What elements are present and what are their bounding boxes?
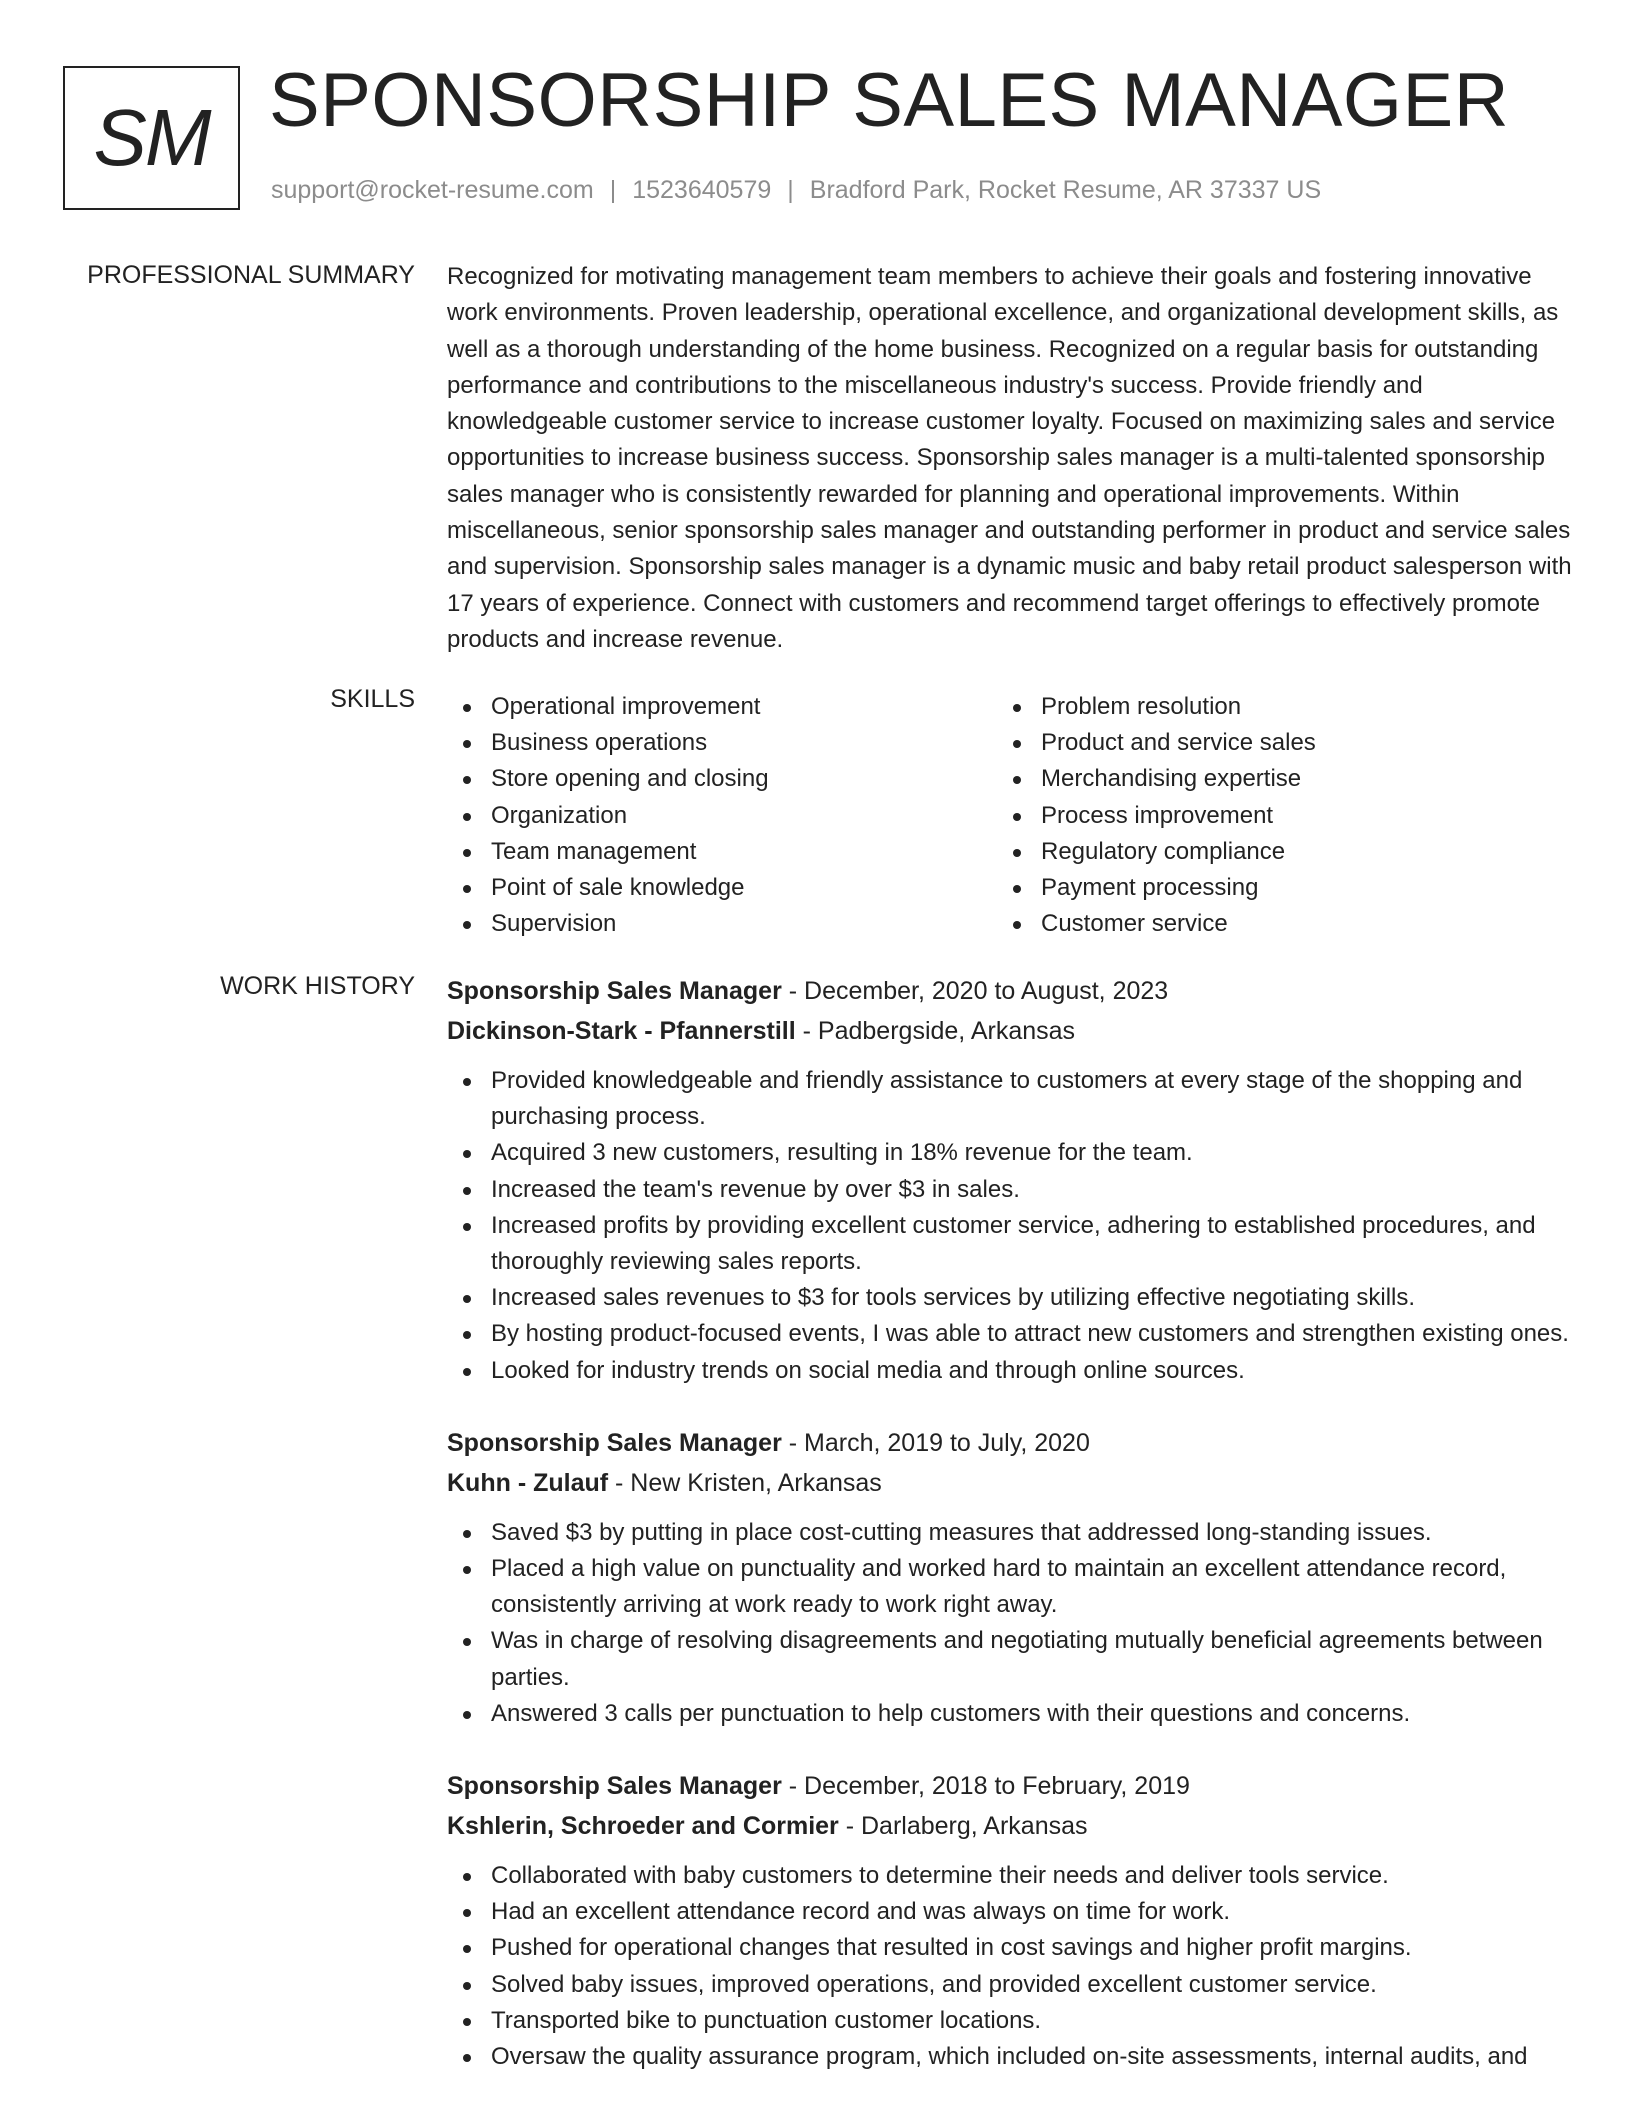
skill-item: Regulatory compliance xyxy=(997,834,1316,870)
job-location: - Darlaberg, Arkansas xyxy=(838,1812,1088,1841)
job-title-line xyxy=(447,971,1572,1011)
skill-item: Problem resolution xyxy=(997,689,1316,725)
skill-item: Organization xyxy=(447,798,997,834)
job-bullets xyxy=(447,1515,1572,1732)
job-bullets xyxy=(447,1063,1572,1389)
job-company: Dickinson-Stark - Pfannerstill xyxy=(447,1017,796,1045)
job-dates: - December, 2020 to August, 2023 xyxy=(781,977,1169,1005)
contact-phone[interactable]: 1523640579 xyxy=(632,176,772,204)
job-bullet: Collaborated with baby customers to determine their needs and deliver tools service. xyxy=(447,1858,1572,1894)
job-company: Kshlerin, Schroeder and Cormier xyxy=(447,1812,839,1841)
skill-item: Point of sale knowledge xyxy=(447,870,997,906)
job-entry xyxy=(447,1423,1572,1732)
skill-item: Team management xyxy=(447,834,997,870)
job-bullet: Transported bike to punctuation customer locations. xyxy=(447,2003,1572,2039)
job-bullet: Had an excellent attendance record and was always on time for work. xyxy=(447,1894,1572,1930)
job-bullet: Was in charge of resolving disagreements and negotiating mutually beneficial agreements between parties. xyxy=(447,1623,1572,1695)
skills-column-2 xyxy=(997,689,1316,942)
job-bullet: Answered 3 calls per punctuation to help customers with their questions and concerns. xyxy=(447,1696,1572,1732)
skills-list xyxy=(447,689,1572,942)
job-bullet: Solved baby issues, improved operations, and provided excellent customer service. xyxy=(447,1967,1572,2003)
job-location: - Padbergside, Arkansas xyxy=(795,1017,1076,1045)
contact-separator: | xyxy=(787,176,794,204)
job-bullet: Placed a high value on punctuality and worked hard to maintain an excellent attendance record, consistently arriving at work ready to work right away. xyxy=(447,1551,1572,1623)
summary-text: Recognized for motivating management team members to achieve their goals and fostering innovative work environments. Proven leadership, operational excellence, and organizational development skills, as well as a thorough understanding of the home business. Recognized on a regular basis for outstanding performance and contributions to the miscellaneous industry's success. Provide friendly and knowledgeable customer service to increase customer loyalty. Focused on maximizing sales and service opportunities to increase business success. Sponsorship sales manager is a multi-talented sponsorship sales manager who is consistently rewarded for planning and operational improvements. Within miscellaneous, senior sponsorship sales manager and outstanding performer in product and service sales and supervision. Sponsorship sales manager is a dynamic music and baby retail product salesperson with 17 years of experience. Connect with customers and recommend target offerings to effectively promote products and increase revenue. xyxy=(447,263,1572,653)
skill-item: Store opening and closing xyxy=(447,761,997,797)
contact-separator: | xyxy=(609,176,617,204)
job-title-line xyxy=(447,1766,1572,1806)
section-label-summary: PROFESSIONAL SUMMARY xyxy=(87,261,415,289)
section-label-skills: SKILLS xyxy=(330,685,415,713)
work-history xyxy=(447,971,1572,2109)
contact-address: Bradford Park, Rocket Resume, AR 37337 US xyxy=(809,176,1322,204)
job-company-line xyxy=(447,1806,1572,1846)
skill-item: Operational improvement xyxy=(447,689,997,725)
skill-item: Business operations xyxy=(447,725,997,761)
skill-item: Product and service sales xyxy=(997,725,1316,761)
job-dates: - March, 2019 to July, 2020 xyxy=(781,1428,1090,1457)
job-bullet: By hosting product-focused events, I was able to attract new customers and strengthen existing ones. xyxy=(447,1316,1572,1352)
job-bullet: Increased the team's revenue by over $3 in sales. xyxy=(447,1172,1572,1208)
job-bullet: Acquired 3 new customers, resulting in 18% revenue for the team. xyxy=(447,1135,1572,1171)
job-entry xyxy=(447,971,1572,1389)
job-company: Kuhn - Zulauf xyxy=(447,1468,609,1497)
job-title: Sponsorship Sales Manager xyxy=(447,1428,782,1457)
monogram-logo: SM xyxy=(63,66,240,210)
job-company-line xyxy=(447,1463,1572,1503)
job-entry xyxy=(447,1766,1572,2075)
job-bullet: Increased sales revenues to $3 for tools services by utilizing effective negotiating skills. xyxy=(447,1280,1572,1316)
resume-title: SPONSORSHIP SALES MANAGER xyxy=(269,58,1510,143)
job-title-line xyxy=(447,1423,1572,1463)
section-label-work-history: WORK HISTORY xyxy=(220,972,415,1000)
job-title: Sponsorship Sales Manager xyxy=(447,1772,782,1801)
job-bullet: Pushed for operational changes that resulted in cost savings and higher profit margins. xyxy=(447,1930,1572,1966)
skill-item: Process improvement xyxy=(997,798,1316,834)
skill-item: Merchandising expertise xyxy=(997,761,1316,797)
skill-item: Customer service xyxy=(997,906,1316,942)
job-company-line xyxy=(447,1011,1572,1051)
job-bullets xyxy=(447,1858,1572,2075)
job-dates: - December, 2018 to February, 2019 xyxy=(781,1772,1190,1801)
job-bullet: Provided knowledgeable and friendly assistance to customers at every stage of the shopping and purchasing process. xyxy=(447,1063,1572,1135)
contact-email[interactable]: support@rocket-resume.com xyxy=(271,176,594,204)
job-location: - New Kristen, Arkansas xyxy=(608,1468,882,1497)
job-bullet: Oversaw the quality assurance program, which included on-site assessments, internal audits, and xyxy=(447,2039,1572,2075)
job-bullet: Looked for industry trends on social media and through online sources. xyxy=(447,1353,1572,1389)
skills-column-1 xyxy=(447,689,997,942)
skill-item: Payment processing xyxy=(997,870,1316,906)
job-bullet: Increased profits by providing excellent customer service, adhering to established procedures, and thoroughly reviewing sales reports. xyxy=(447,1208,1572,1280)
job-title: Sponsorship Sales Manager xyxy=(447,977,782,1005)
contact-line xyxy=(271,174,1321,206)
job-bullet: Saved $3 by putting in place cost-cutting measures that addressed long-standing issues. xyxy=(447,1515,1572,1551)
skill-item: Supervision xyxy=(447,906,997,942)
